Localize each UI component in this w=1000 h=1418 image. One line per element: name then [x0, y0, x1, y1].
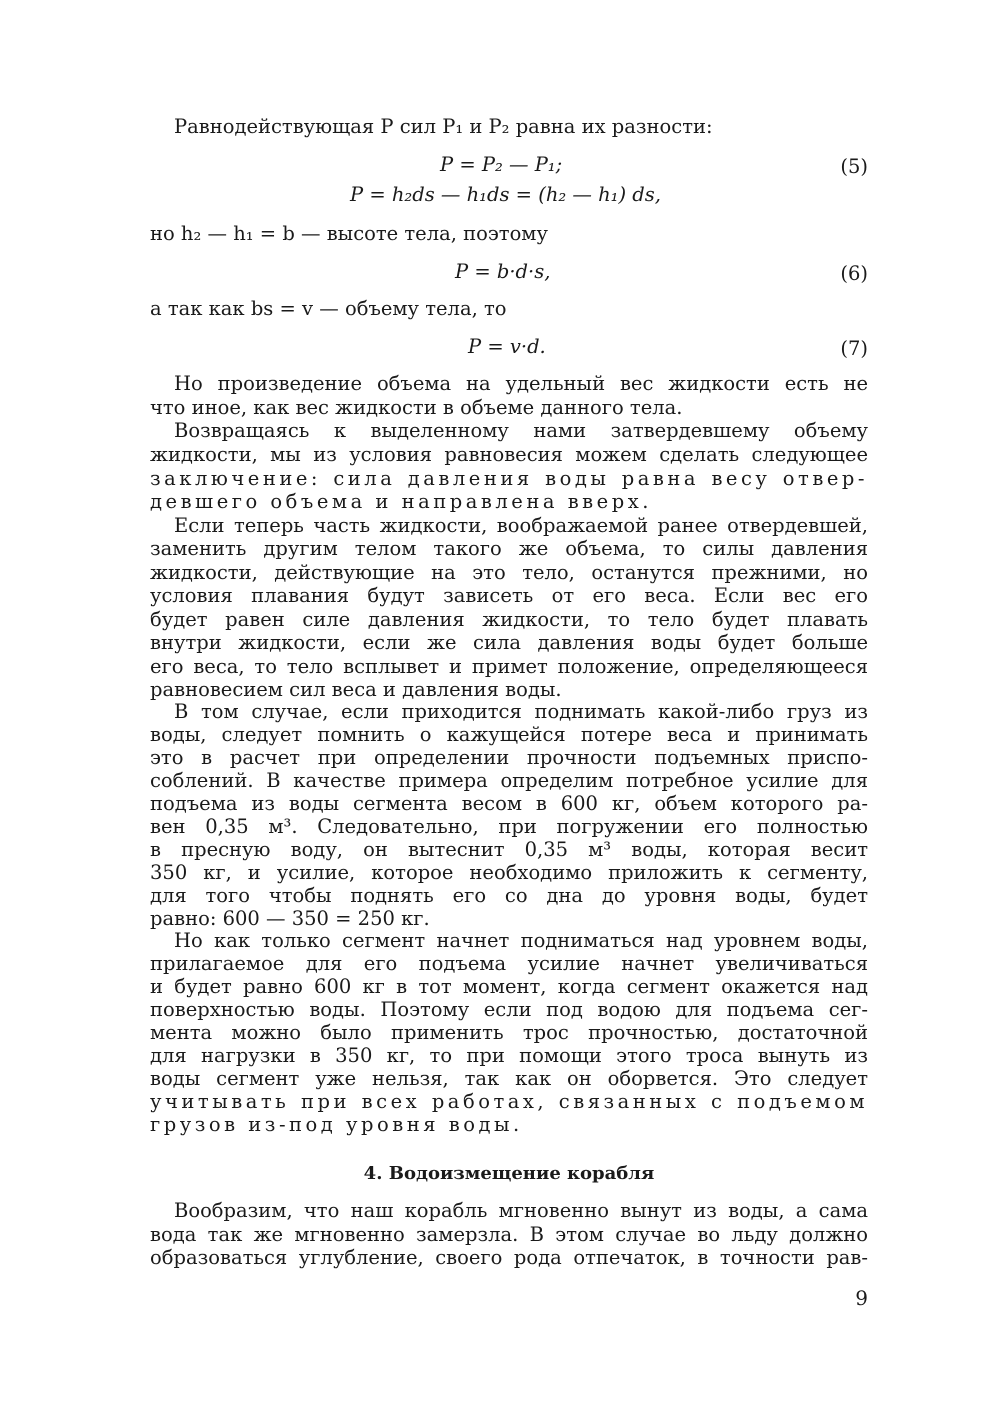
paragraph-line: В том случае, если приходится поднимать какой-либо груз из	[174, 700, 868, 723]
equation-number-6: (6)	[840, 262, 868, 285]
paragraph-line-emphasis: заключение: сила давления воды равна весу отвер-	[150, 467, 868, 490]
equation-6: P = b·d·s,	[455, 260, 551, 283]
page	[150, 0, 868, 1418]
paragraph-line: Вообразим, что наш корабль мгновенно вынут из воды, а сама	[174, 1199, 868, 1222]
paragraph-line: и будет равно 600 кг в тот момент, когда сегмент окажется над	[150, 975, 868, 998]
paragraph-line: условия плавания будут зависеть от его веса. Если вес его	[150, 584, 868, 607]
paragraph-line: мента можно было применить трос прочностью, достаточной	[150, 1021, 868, 1044]
paragraph-line: равновесием сил веса и давления воды.	[150, 678, 562, 701]
paragraph-line: жидкости, действующие на это тело, останутся прежними, но	[150, 561, 868, 584]
paragraph-line: Возвращаясь к выделенному нами затвердевшему объему	[174, 419, 868, 442]
paragraph-line: равно: 600 — 350 = 250 кг.	[150, 907, 430, 930]
paragraph-line: образоваться углубление, своего рода отпечаток, в точности рав-	[150, 1246, 868, 1269]
paragraph-line: его веса, то тело всплывет и примет положение, определяющееся	[150, 655, 868, 678]
paragraph-line: заменить другим телом такого же объема, то силы давления	[150, 537, 868, 560]
paragraph-line: 350 кг, и усилие, которое необходимо приложить к сегменту,	[150, 861, 868, 884]
equation-5b: P = h₂ds — h₁ds = (h₂ — h₁) ds,	[350, 183, 661, 206]
paragraph-line: Но произведение объема на удельный вес жидкости есть не	[174, 372, 868, 395]
formula-text-2: а так как bs = v — объему тела, то	[150, 297, 507, 320]
paragraph-line: внутри жидкости, если же сила давления воды будет больше	[150, 631, 868, 654]
paragraph-line-emphasis: учитывать при всех работах, связанных с подъемом	[150, 1090, 868, 1113]
paragraph-line: в пресную воду, он вытеснит 0,35 м³ воды, которая весит	[150, 838, 868, 861]
paragraph-line: вен 0,35 м³. Следовательно, при погружении его полностью	[150, 815, 868, 838]
paragraph-line: что иное, как вес жидкости в объеме данного тела.	[150, 396, 683, 419]
paragraph-line-emphasis: грузов из-под уровня воды.	[150, 1113, 523, 1136]
equation-7: P = v·d.	[468, 335, 546, 358]
paragraph-line: вода так же мгновенно замерзла. В этом случае во льду должно	[150, 1223, 868, 1246]
paragraph-line: будет равен силе давления жидкости, то тело будет плавать	[150, 608, 868, 631]
paragraph-line: это в расчет при определении прочности подъемных приспо-	[150, 746, 868, 769]
paragraph-line: воды сегмент уже нельзя, так как он оборвется. Это следует	[150, 1067, 868, 1090]
paragraph-line: воды, следует помнить о кажущейся потере веса и принимать	[150, 723, 868, 746]
section-heading: 4. Водоизмещение корабля	[363, 1163, 655, 1184]
paragraph-line: жидкости, мы из условия равновесия можем сделать следующее	[150, 443, 868, 466]
paragraph-line: для того чтобы поднять его со дна до уровня воды, будет	[150, 884, 868, 907]
formula-intro: Равнодействующая P сил P₁ и P₂ равна их разности:	[174, 115, 713, 138]
paragraph-line-emphasis: девшего объема и направлена вверх.	[150, 490, 652, 513]
formula-text-1: но h₂ — h₁ = b — высоте тела, поэтому	[150, 222, 548, 245]
equation-5a: P = P₂ — P₁;	[440, 153, 563, 176]
paragraph-line: для нагрузки в 350 кг, то при помощи этого троса вынуть из	[150, 1044, 868, 1067]
paragraph-line: Если теперь часть жидкости, воображаемой ранее отвердевшей,	[174, 514, 868, 537]
paragraph-line: подъема из воды сегмента весом в 600 кг, объем которого ра-	[150, 792, 868, 815]
paragraph-line: Но как только сегмент начнет подниматься над уровнем воды,	[174, 929, 868, 952]
paragraph-line: соблений. В качестве примера определим потребное усилие для	[150, 769, 868, 792]
paragraph-line: прилагаемое для его подъема усилие начнет увеличиваться	[150, 952, 868, 975]
paragraph-line: поверхностью воды. Поэтому если под водою для подъема сег-	[150, 998, 868, 1021]
equation-number-5: (5)	[840, 155, 868, 178]
equation-number-7: (7)	[840, 337, 868, 360]
page-number: 9	[855, 1286, 868, 1310]
